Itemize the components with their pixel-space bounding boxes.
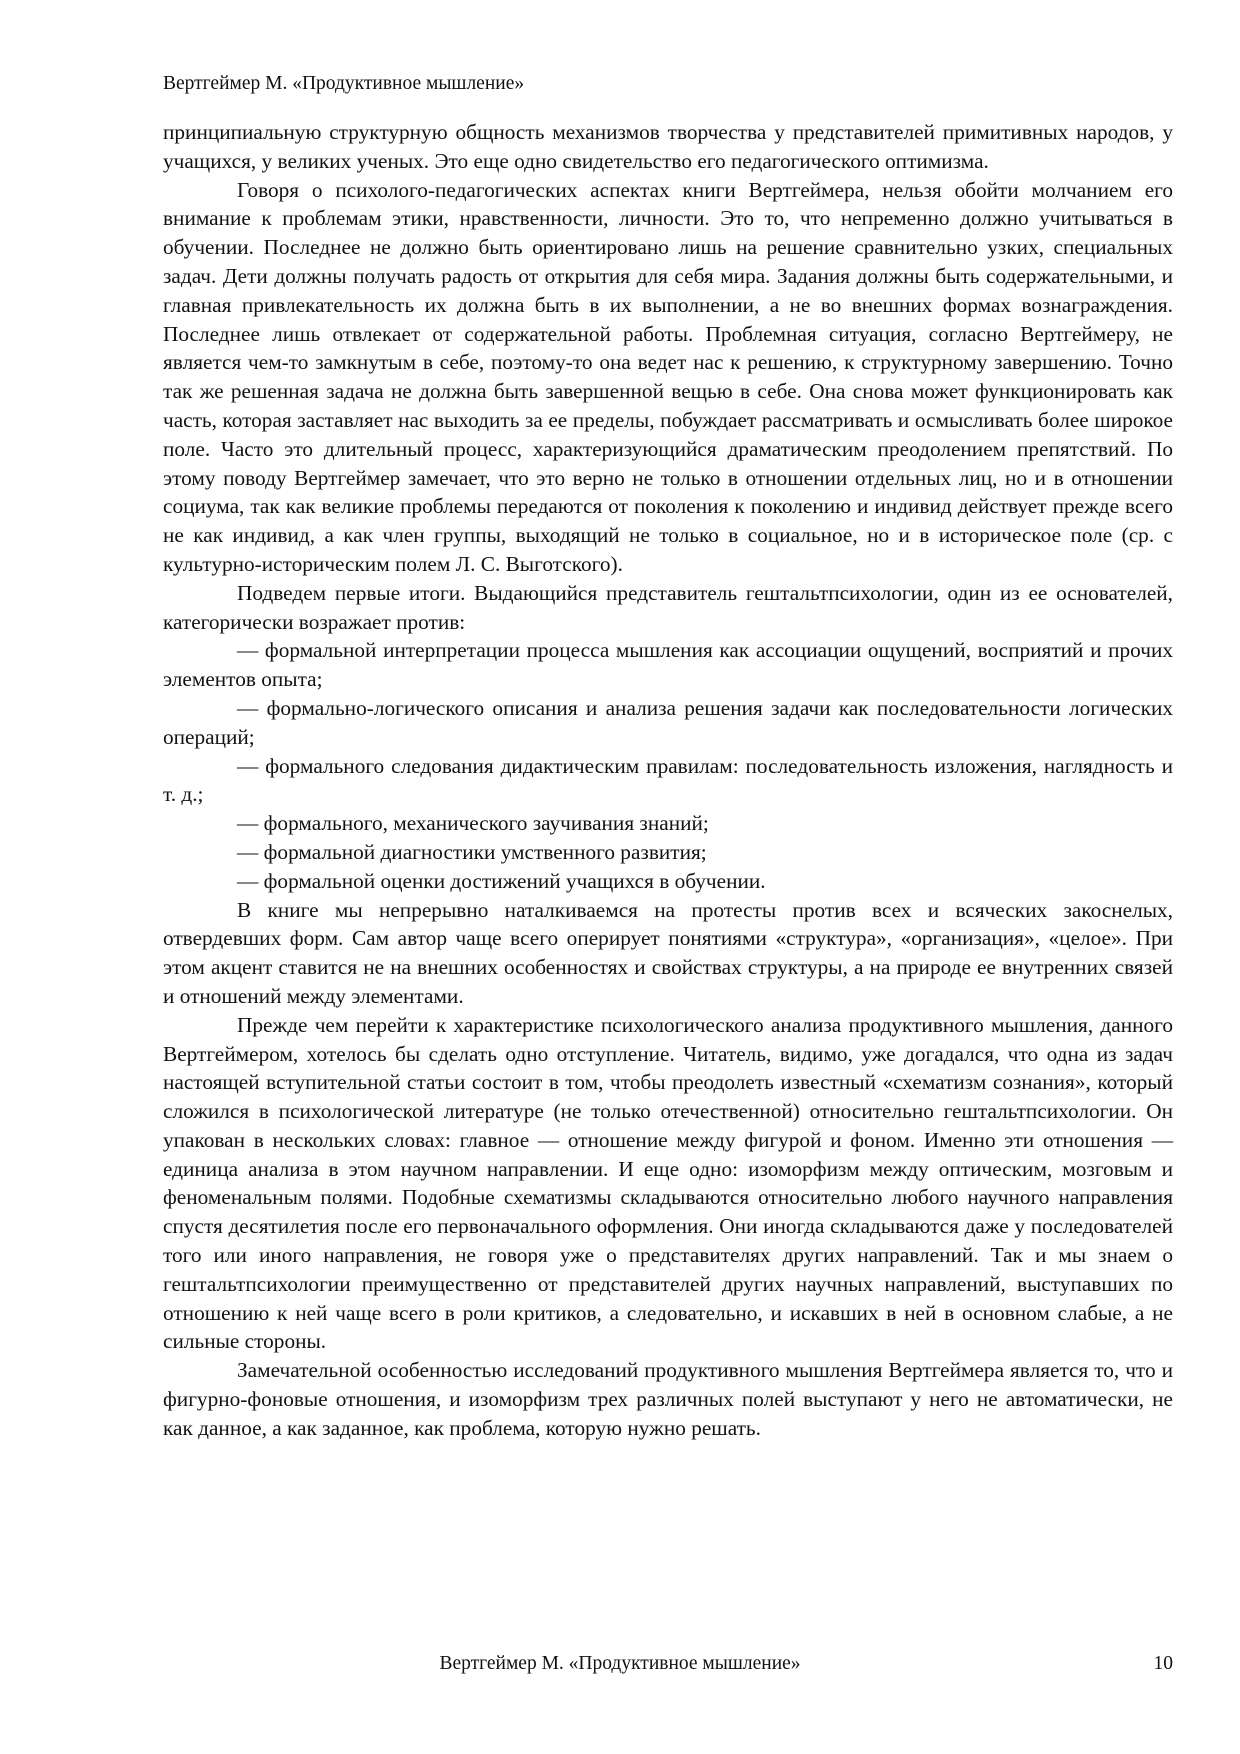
- paragraph-summary-intro: Подведем первые итоги. Выдающийся представитель гештальтпсихологии, один из ее основателей, категорически возражает против:: [163, 580, 1173, 634]
- paragraph-continuation: принципиальную структурную общность механизмов творчества у представителей примитивных народов, у учащихся, у великих ученых. Это еще одно свидетельство его педагогического оптимизма.: [163, 120, 1173, 173]
- paragraph-ethics: Говоря о психолого-педагогических аспектах книги Вертгеймера, нельзя обойти молчанием его внимание к проблемам этики, нравственности, личности. Это то, что непременно должно учитываться в обучении. Последнее не должно быть ориентировано лишь на решение сравнительно узких, специальных задач. Дети должны получать радость от открытия для себя мира. Задания должны быть содержательными, и главная привлекательность их должна быть в их выполнении, а не во внешних формах вознаграждения. Последнее лишь отвлекает от содержательной работы. Проблемная ситуация, согласно Вертгеймеру, не является чем-то замкнутым в себе, поэтому-то она ведет нас к решению, к структурному завершению. Точно так же решенная задача не должна быть завершенной вещью в себе. Она снова может функционировать как часть, которая заставляет нас выходить за ее пределы, побуждает рассматривать и осмысливать более широкое поле. Часто это длительный процесс, характеризующийся драматическим преодолением препятствий. По этому поводу Вертгеймер замечает, что это верно не только в отношении отдельных лиц, но и в отношении социума, так как великие проблемы передаются от поколения к поколению и индивид действует прежде всего не как индивид, а как член группы, выходящий не только в социальное, но и в историческое поле (ср. с культурно-историческим полем Л. С. Выготского).: [163, 177, 1173, 576]
- page-header: Вертгеймер М. «Продуктивное мышление»: [163, 73, 525, 94]
- list-item: — формально-логического описания и анализа решения задачи как последовательности логических операций;: [163, 695, 1173, 749]
- page-footer-title: Вертгеймер М. «Продуктивное мышление»: [439, 1653, 801, 1674]
- paragraph-remarkable-feature: Замечательной особенностью исследований продуктивного мышления Вертгеймера является то, что и фигурно-фоновые отношения, и изоморфизм трех различных полей выступают у него не автоматически, не как данное, а как заданное, как проблема, которую нужно решать.: [163, 1358, 1173, 1440]
- paragraph-digression: Прежде чем перейти к характеристике психологического анализа продуктивного мышления, данного Вертгеймером, хотелось бы сделать одно отступление. Читатель, видимо, уже догадался, что одна из задач настоящей вступительной статьи состоит в том, чтобы преодолеть известный «схематизм сознания», который сложился в психологической литературе (не только отечественной) относительно гештальтпсихологии. Он упакован в нескольких словах: главное — отношение между фигурой и фоном. Именно эти отношения — единица анализа в этом научном направлении. И еще одно: изоморфизм между оптическим, мозговым и феноменальным полями. Подобные схематизмы складываются относительно любого научного направления спустя десятилетия после его первоначального оформления. Они иногда складываются даже у последователей того или иного направления, не говоря уже о представителях других направлений. Так и мы знаем о гештальтпсихологии преимущественно от представителей других научных направлений, выступавших по отношению к ней чаще всего в роли критиков, а следовательно, и искавших в ней в основном слабые, а не сильные стороны.: [163, 1012, 1173, 1354]
- list-item: — формального, механического заучивания знаний;: [237, 811, 709, 836]
- list-item: — формальной интерпретации процесса мышления как ассоциации ощущений, восприятий и прочих элементов опыта;: [163, 638, 1173, 692]
- list-item: — формальной оценки достижений учащихся в обучении.: [237, 868, 766, 893]
- paragraph-protests: В книге мы непрерывно наталкиваемся на протесты против всех и всяческих закоснелых, отвердевших форм. Сам автор чаще всего оперирует понятиями «структура», «организация», «целое». При этом акцент ставится не на внешних особенностях и свойствах структуры, а на природе ее внутренних связей и отношений между элементами.: [163, 897, 1173, 1008]
- list-item: — формального следования дидактическим правилам: последовательность изложения, наглядность и т. д.;: [163, 753, 1173, 807]
- page-body: [163, 118, 1173, 1443]
- page-number: 10: [1153, 1653, 1173, 1674]
- list-item: — формальной диагностики умственного развития;: [237, 839, 707, 864]
